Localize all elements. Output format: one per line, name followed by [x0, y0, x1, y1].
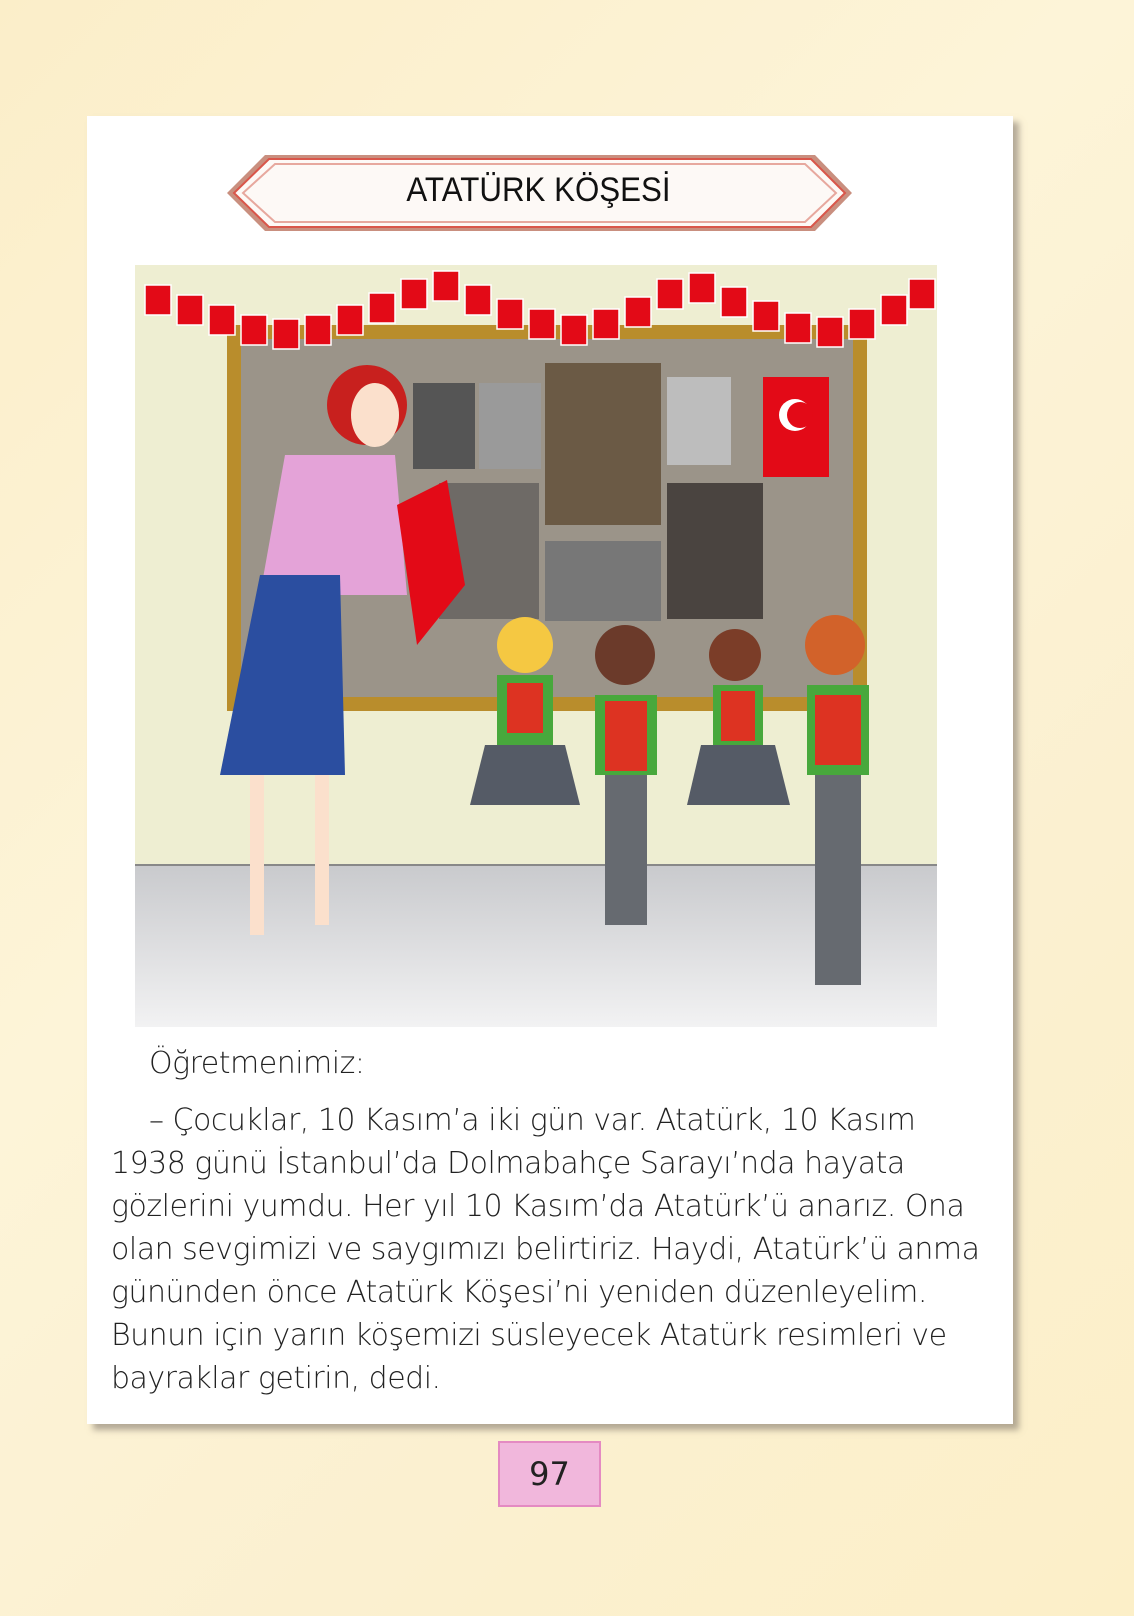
classroom-ataturk-corner-illustration [135, 265, 937, 1027]
title-banner [225, 153, 852, 233]
story-text [111, 1042, 991, 1400]
textbook-page [87, 116, 1013, 1424]
page-title: ATATÜRK KÖŞESİ [406, 171, 671, 209]
speaker-label: Öğretmenimiz: [149, 1046, 365, 1081]
page-number: 97 [498, 1441, 601, 1507]
teacher-speech-paragraph: – Çocuklar, 10 Kasım’a iki gün var. Atatürk, 10 Kasım 1938 günü İstanbul’da Dolmabahçe Sarayı’nda hayata gözlerini yumdu. Her yıl 10 Kasım’da Atatürk’ü anarız. Ona olan sevgimizi ve saygımızı belirtiriz. Haydi, Atatürk’ü anma gününden önce Atatürk Köşesi’ni yeniden düzenleyelim. Bunun için yarın köşemizi süsleyecek Atatürk resimleri ve bayraklar getirin, dedi. [111, 1103, 980, 1396]
